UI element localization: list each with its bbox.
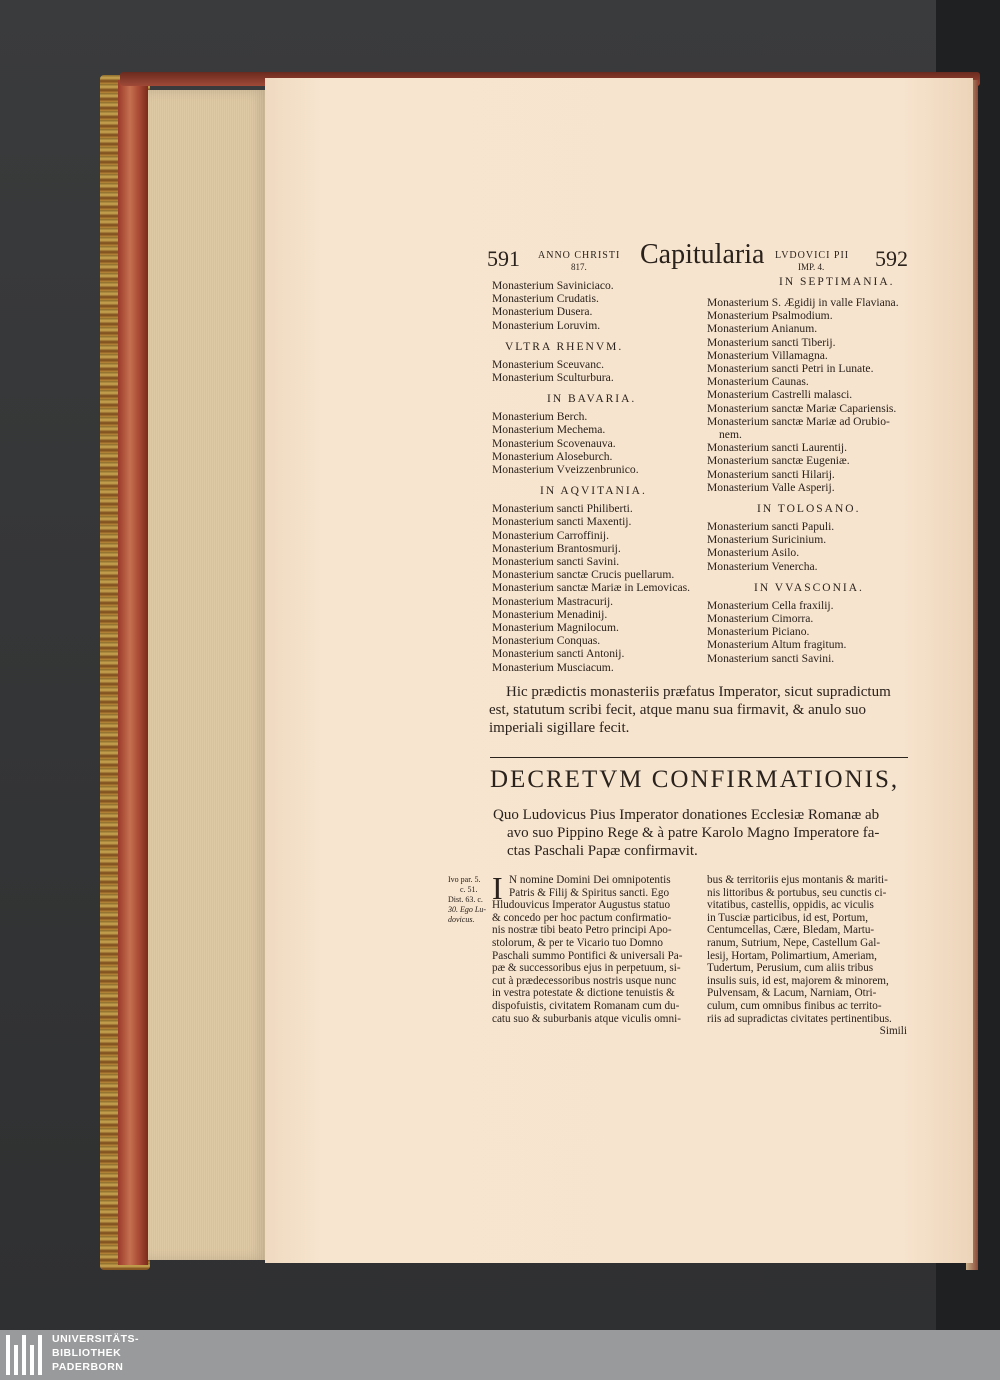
list-item: Monasterium Sculturbura.	[492, 371, 614, 385]
list-item: Monasterium Altum fragitum.	[707, 638, 847, 652]
decree-subtitle-line: avo suo Pippino Rege & à patre Karolo Magno Imperatore fa-	[507, 825, 880, 841]
list-item: Monasterium sanctæ Crucis puellarum.	[492, 568, 675, 582]
footer-line-2: BIBLIOTHEK	[52, 1347, 122, 1359]
margin-note-line: dovicus.	[448, 915, 475, 924]
list-item: Monasterium Anianum.	[707, 322, 818, 336]
list-item: Monasterium Villamagna.	[707, 348, 828, 362]
catchword: Simili	[879, 1025, 907, 1038]
section-heading: IN BAVARIA.	[547, 393, 637, 406]
list-item: Monasterium sancti Antonij.	[492, 647, 625, 661]
list-item: Monasterium Cimorra.	[707, 612, 814, 626]
list-item: Monasterium sancti Laurentij.	[707, 441, 848, 455]
list-item: Monasterium Crudatis.	[492, 292, 599, 306]
list-item: Monasterium sancti Savini.	[707, 651, 835, 665]
list-item: Monasterium Asilo.	[707, 546, 800, 560]
body-line: lesij, Hortam, Polimartium, Ameriam,	[707, 949, 877, 962]
list-item: Monasterium sanctæ Mariæ Capariensis.	[707, 401, 897, 415]
list-item: Monasterium Saviniciaco.	[492, 279, 614, 292]
body-line: catu suo & suburbanis atque viculis omni-	[492, 1012, 681, 1025]
body-line: stolorum, & per te Vicario tuo Domno	[492, 936, 663, 949]
decree-body-left	[492, 870, 683, 1025]
list-item: Monasterium Scovenauva.	[492, 436, 616, 450]
list-item: Monasterium Aloseburch.	[492, 449, 613, 463]
section-heading: IN AQVITANIA.	[540, 485, 647, 498]
book-marbled-endpaper	[118, 80, 148, 1265]
decree-subtitle-line: Quo Ludovicus Pius Imperator donationes Ecclesiæ Romanæ ab	[493, 807, 880, 823]
list-item: Monasterium Psalmodium.	[707, 309, 833, 323]
book-page-edges	[148, 90, 268, 1260]
anno-label: ANNO CHRISTI	[538, 250, 621, 261]
body-line: riis ad supradictas civitates pertinentibus.	[707, 1012, 892, 1025]
body-line: nis littoribus & portubus, seu cunctis ci-	[707, 886, 887, 899]
section-heading: IN TOLOSANO.	[757, 503, 861, 516]
body-line: Centumcellas, Cære, Bledam, Martu-	[707, 924, 875, 937]
right-column	[707, 276, 899, 665]
list-item: Monasterium Cella fraxilij.	[707, 598, 834, 612]
list-item: Monasterium Carroffinij.	[492, 528, 609, 542]
body-line: pæ & successoribus ejus in perpetuum, si-	[492, 962, 681, 975]
body-line: nis nostræ tibi beato Petro principi Apo-	[492, 924, 672, 937]
list-item: Monasterium sanctæ Mariæ in Lemovicas.	[492, 581, 691, 595]
margin-note-line: Ivo par. 5.	[448, 875, 481, 884]
footer-line-1: UNIVERSITÄTS-	[52, 1333, 140, 1345]
list-item: Monasterium Mechema.	[492, 423, 606, 437]
body-line: Paschali summo Pontifici & universali Pa-	[492, 949, 683, 962]
margin-note-line: Dist. 63. c.	[448, 895, 483, 904]
section-heading: IN SEPTIMANIA.	[779, 276, 895, 288]
list-item: Monasterium Brantosmurij.	[492, 541, 621, 555]
list-item: Monasterium Musciacum.	[492, 660, 614, 674]
list-item: Monasterium Piciano.	[707, 625, 810, 639]
list-item: Monasterium Loruvim.	[492, 318, 601, 332]
list-item: Monasterium Sceuvanc.	[492, 357, 605, 371]
list-item: Monasterium Conquas.	[492, 634, 601, 648]
list-item: Monasterium Castrelli malasci.	[707, 388, 853, 402]
left-column	[492, 279, 690, 674]
list-item: Monasterium S. Ægidij in valle Flaviana.	[707, 296, 899, 309]
closing-paragraph	[489, 683, 891, 737]
list-item: Monasterium sancti Hilarij.	[707, 467, 835, 481]
list-item: Monasterium Suricinium.	[707, 533, 827, 547]
body-line: ranum, Sutrium, Nepe, Castellum Gal-	[707, 936, 881, 949]
body-line: Tudertum, Perusium, cum aliis tribus	[707, 962, 874, 975]
list-item: Monasterium Valle Asperij.	[707, 480, 835, 494]
body-line: bus & territoriis ejus montanis & mariti-	[707, 874, 888, 886]
list-item: Monasterium sancti Maxentij.	[492, 515, 632, 529]
anno-year: 817.	[571, 262, 587, 272]
body-line: & concedo per hoc pactum confirmatio-	[492, 911, 672, 924]
footer-line-3: PADERBORN	[52, 1361, 124, 1373]
list-item: Monasterium sancti Tiberij.	[707, 335, 836, 349]
section-heading: IN VVASCONIA.	[754, 581, 864, 594]
emperor-name: LVDOVICI PII	[775, 250, 850, 261]
list-item: Monasterium sanctæ Mariæ ad Orubio-	[707, 414, 890, 428]
list-item: Monasterium Menadinij.	[492, 607, 608, 621]
body-line: dispofuistis, civitatem Romanam cum du-	[492, 999, 680, 1012]
body-line: Hludouvicus Imperator Augustus statuo	[492, 899, 671, 912]
list-item: Monasterium sancti Petri in Lunate.	[707, 362, 874, 376]
body-line: vitatibus, castellis, oppidis, ac viculis	[707, 899, 874, 912]
drop-cap: I	[492, 870, 503, 906]
decree-body-right	[707, 874, 907, 1038]
body-line: insulis suis, id est, majorem & minorem,	[707, 974, 889, 987]
page-number-right: 592	[875, 246, 908, 271]
list-item: Monasterium Mastracurij.	[492, 594, 614, 608]
list-item: Monasterium sancti Philiberti.	[492, 502, 633, 516]
list-item: Monasterium sancti Papuli.	[707, 520, 835, 534]
page-number-left: 591	[487, 246, 520, 271]
list-item: Monasterium Vveizzenbrunico.	[492, 463, 639, 477]
list-item: Monasterium Venercha.	[707, 559, 818, 573]
emperor-year: IMP. 4.	[798, 262, 825, 272]
margin-note	[448, 875, 486, 925]
library-footer-bar	[0, 1330, 1000, 1380]
list-item: Monasterium Caunas.	[707, 375, 809, 389]
body-line: cut à prædecessoribus nostris usque nunc	[492, 974, 677, 987]
closing-line: imperiali sigillare fecit.	[489, 720, 630, 736]
list-item: Monasterium sancti Savini.	[492, 555, 620, 569]
book-page	[265, 78, 973, 1263]
list-item: Monasterium Magnilocum.	[492, 621, 619, 635]
margin-note-line: 30. Ego Lu-	[448, 905, 486, 914]
decree-subtitle-line: ctas Paschali Papæ confirmavit.	[507, 843, 698, 859]
list-item: Monasterium Dusera.	[492, 305, 593, 319]
list-item: Monasterium sanctæ Eugeniæ.	[707, 454, 850, 468]
running-title: Capitularia	[640, 239, 765, 270]
closing-line: est, statutum scribi fecit, atque manu sua firmavit, & anulo suo	[489, 702, 866, 718]
body-line: culum, cum omnibus finibus ac territo-	[707, 999, 882, 1012]
section-heading: VLTRA RHENVM.	[505, 340, 624, 353]
list-item: nem.	[719, 428, 742, 442]
margin-note-line: c. 51.	[460, 885, 478, 894]
body-line: Patris & Filij & Spiritus sancti. Ego	[509, 886, 670, 899]
horizontal-rule	[490, 757, 908, 758]
body-line: N nomine Domini Dei omnipotentis	[509, 874, 671, 886]
library-logo-icon	[6, 1335, 42, 1375]
body-line: in Tusciæ particibus, id est, Portum,	[707, 911, 868, 924]
closing-line: Hic prædictis monasteriis præfatus Imperator, sicut supradictum	[506, 684, 891, 700]
body-line: in vestra potestate & dictione tenuistis &	[492, 987, 675, 1000]
body-line: Pulvensam, & Lacum, Narniam, Otri-	[707, 987, 877, 1000]
decree-subtitle	[493, 806, 879, 860]
list-item: Monasterium Berch.	[492, 410, 588, 424]
decree-title: DECRETVM CONFIRMATIONIS,	[490, 766, 900, 793]
